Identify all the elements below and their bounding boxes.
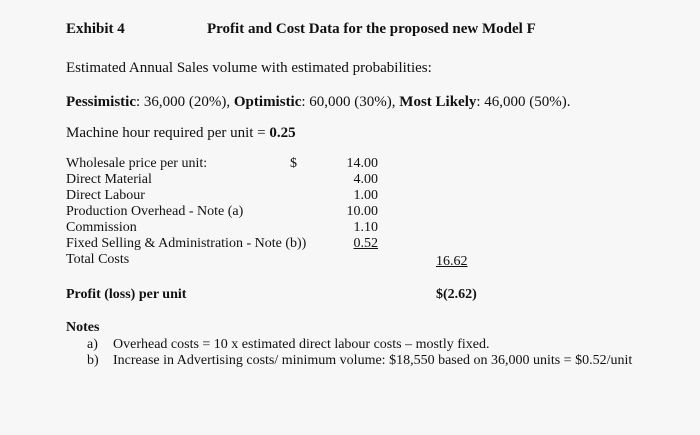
pessimistic-label: Pessimistic [66, 94, 136, 110]
cost-row-label: Direct Material [66, 172, 152, 187]
cost-row-label: Fixed Selling & Administration - Note (b)) [66, 236, 307, 251]
cost-row-label: Production Overhead - Note (a) [66, 204, 244, 219]
note-marker: a) [87, 337, 98, 352]
exhibit-label: Exhibit 4 [66, 21, 125, 37]
machine-hours-label: Machine hour required per unit = [66, 125, 270, 141]
sales-scenarios [66, 94, 571, 111]
currency-symbol: $ [290, 156, 297, 171]
most-likely-value: : 46,000 (50%). [476, 94, 571, 110]
profit-label: Profit (loss) per unit [66, 287, 187, 302]
cost-row-value: 1.00 [353, 188, 378, 203]
notes-heading: Notes [66, 320, 100, 335]
cost-row-value: 10.00 [346, 204, 378, 219]
page-title: Profit and Cost Data for the proposed new Model F [207, 21, 536, 37]
sales-intro: Estimated Annual Sales volume with estimated probabilities: [66, 60, 432, 76]
cost-row-value: 14.00 [346, 156, 378, 171]
profit-value: $(2.62) [436, 287, 477, 302]
cost-row-label: Wholesale price per unit: [66, 156, 208, 171]
machine-hours-value: 0.25 [269, 125, 296, 141]
pessimistic-value: : 36,000 (20%), [135, 94, 234, 110]
cost-row-value: 4.00 [353, 172, 378, 187]
cost-row-label: Commission [66, 220, 137, 235]
note-text: Overhead costs = 10 x estimated direct labour costs – mostly fixed. [113, 337, 490, 352]
cost-row-label: Direct Labour [66, 188, 145, 203]
total-costs-value: 16.62 [436, 254, 468, 269]
cost-row-value-underlined [320, 236, 378, 252]
most-likely-label: Most Likely [399, 94, 477, 110]
optimistic-label: Optimistic [233, 94, 302, 110]
optimistic-value: : 60,000 (30%), [301, 94, 400, 110]
total-costs-label: Total Costs [66, 252, 130, 267]
note-marker: b) [87, 353, 99, 368]
cost-row-value: 1.10 [353, 220, 378, 235]
cost-row-value: 0.52 [353, 236, 378, 251]
note-text: Increase in Advertising costs/ minimum volume: $18,550 based on 36,000 units = $0.52/unit [113, 353, 633, 368]
machine-hours [66, 125, 296, 142]
